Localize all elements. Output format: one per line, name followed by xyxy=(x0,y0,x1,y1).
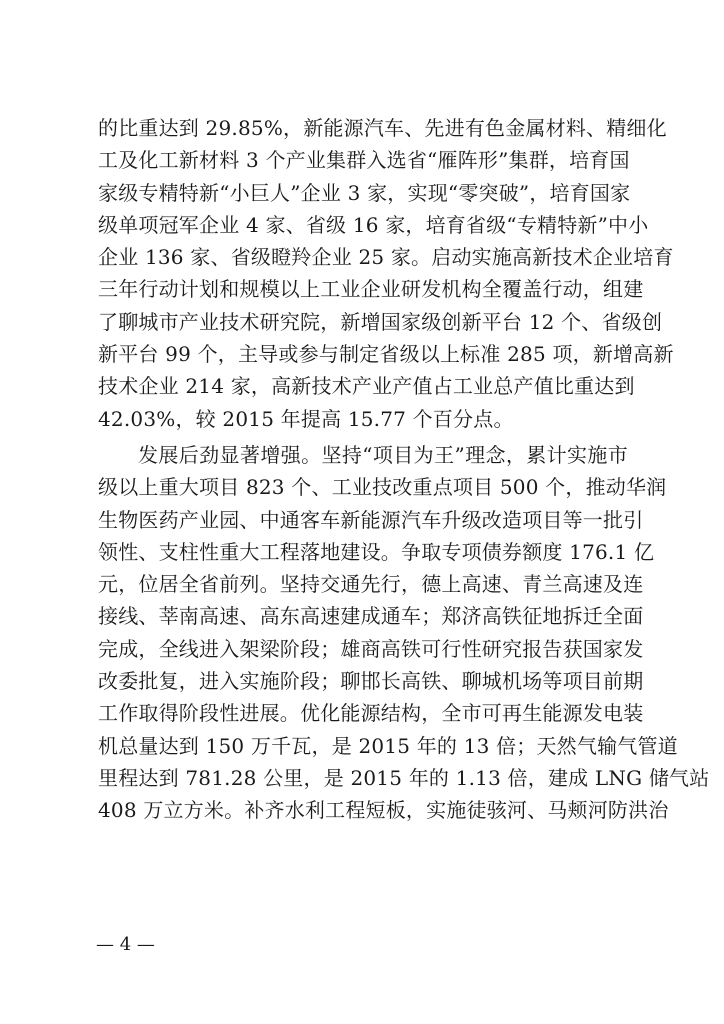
text-line: 408 万立方米。补齐水利工程短板，实施徒骇河、马颊河防洪治 xyxy=(98,798,669,823)
text-line: 42.03%，较 2015 年提高 15.77 个百分点。 xyxy=(98,406,514,431)
text-line: 级以上重大项目 823 个、工业技改重点项目 500 个，推动华润 xyxy=(98,475,667,500)
text-line: 生物医药产业园、中通客车新能源汽车升级改造项目等一批引 xyxy=(98,507,644,532)
text-line: 级单项冠军企业 4 家、省级 16 家，培育省级“专精特新”中小 xyxy=(98,212,649,237)
paragraph-1 xyxy=(98,112,674,435)
text-line: 完成，全线进入架梁阶段；雄商高铁可行性研究报告获国家发 xyxy=(98,636,644,661)
text-line: 企业 136 家、省级瞪羚企业 25 家。启动实施高新技术企业培育 xyxy=(98,245,674,270)
text-line: 工及化工新材料 3 个产业集群入选省“雁阵形”集群，培育国 xyxy=(98,148,630,173)
text-line: 元，位居全省前列。坚持交通先行，德上高速、青兰高速及连 xyxy=(98,572,644,597)
text-line: 接线、莘南高速、高东高速建成通车；郑济高铁征地拆迁全面 xyxy=(98,604,644,629)
text-line: 的比重达到 29.85%，新能源汽车、先进有色金属材料、精细化 xyxy=(98,116,667,140)
text-line: 改委批复，进入实施阶段；聊邯长高铁、聊城机场等项目前期 xyxy=(98,669,644,694)
text-line: 新平台 99 个，主导或参与制定省级以上标准 285 项，新增高新 xyxy=(98,342,674,367)
paragraph-2 xyxy=(98,439,710,827)
text-line: 机总量达到 150 万千瓦，是 2015 年的 13 倍；天然气输气管道 xyxy=(98,733,678,758)
text-line: 三年行动计划和规模以上工业企业研发机构全覆盖行动，组建 xyxy=(98,277,644,302)
page-number: — 4 — xyxy=(96,934,155,955)
body-text xyxy=(98,112,710,827)
text-line: 技术企业 214 家，高新技术产业产值占工业总产值比重达到 xyxy=(98,374,635,399)
text-line: 了聊城市产业技术研究院，新增国家级创新平台 12 个、省级创 xyxy=(98,309,663,334)
text-line: 里程达到 781.28 公里，是 2015 年的 1.13 倍，建成 LNG 储气站 xyxy=(98,765,710,790)
text-line: 发展后劲显著增强。坚持“项目为王”理念，累计实施市 xyxy=(138,442,628,467)
text-line: 工作取得阶段性进展。优化能源结构，全市可再生能源发电装 xyxy=(98,701,644,726)
text-line: 领性、支柱性重大工程落地建设。争取专项债券额度 176.1 亿 xyxy=(98,539,655,564)
text-line: 家级专精特新“小巨人”企业 3 家，实现“零突破”，培育国家 xyxy=(98,180,631,205)
